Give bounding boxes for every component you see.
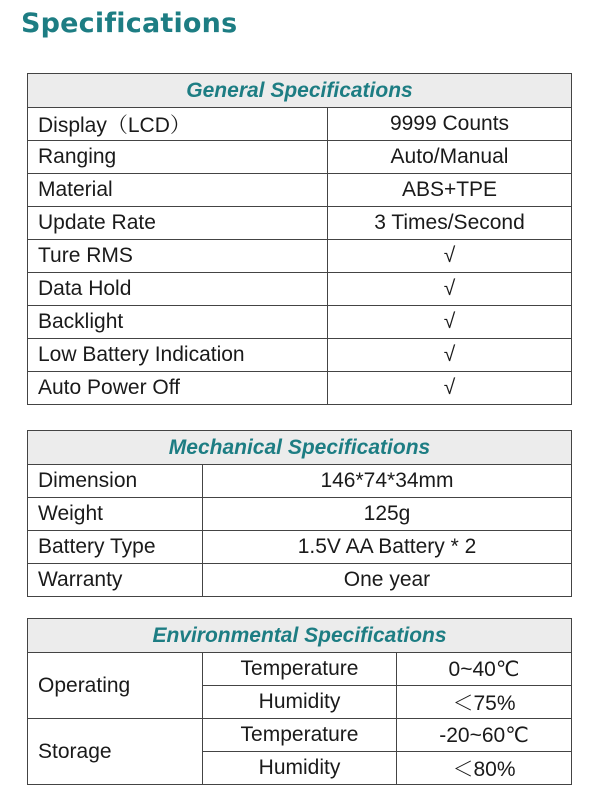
table-heading: Mechanical Specifications <box>28 431 572 465</box>
table-row <box>28 719 572 752</box>
parameter-label: Temperature <box>203 719 397 752</box>
spec-value: 125g <box>203 498 572 531</box>
check-mark-icon: √ <box>328 372 572 405</box>
spec-value: -20~60℃ <box>397 719 572 752</box>
check-mark-icon: √ <box>328 306 572 339</box>
spec-value: 0~40℃ <box>397 653 572 686</box>
spec-label: Low Battery Indication <box>28 339 328 372</box>
spec-value: 146*74*34mm <box>203 465 572 498</box>
table-row <box>28 465 572 498</box>
spec-label: Auto Power Off <box>28 372 328 405</box>
spec-value: 9999 Counts <box>328 108 572 141</box>
mechanical-specifications-table <box>27 430 572 597</box>
spec-label: Backlight <box>28 306 328 339</box>
general-specifications-table <box>27 73 572 405</box>
spec-label: Ture RMS <box>28 240 328 273</box>
table-row <box>28 240 572 273</box>
table-row <box>28 564 572 597</box>
spec-label: Material <box>28 174 328 207</box>
table-row <box>28 531 572 564</box>
table-heading: General Specifications <box>28 74 572 108</box>
spec-value: ABS+TPE <box>328 174 572 207</box>
spec-value: ＜75% <box>397 686 572 719</box>
table-row <box>28 273 572 306</box>
check-mark-icon: √ <box>328 240 572 273</box>
table-row <box>28 207 572 240</box>
table-row <box>28 653 572 686</box>
check-mark-icon: √ <box>328 273 572 306</box>
table-row <box>28 372 572 405</box>
parameter-label: Humidity <box>203 686 397 719</box>
spec-label: Display（LCD） <box>28 108 328 141</box>
parameter-label: Temperature <box>203 653 397 686</box>
spec-label: Battery Type <box>28 531 203 564</box>
table-row <box>28 498 572 531</box>
spec-value: 3 Times/Second <box>328 207 572 240</box>
table-row <box>28 306 572 339</box>
spec-label: Data Hold <box>28 273 328 306</box>
spec-label: Weight <box>28 498 203 531</box>
condition-label: Storage <box>28 719 203 785</box>
spec-value: Auto/Manual <box>328 141 572 174</box>
parameter-label: Humidity <box>203 752 397 785</box>
check-mark-icon: √ <box>328 339 572 372</box>
spec-label: Ranging <box>28 141 328 174</box>
spec-value: 1.5V AA Battery * 2 <box>203 531 572 564</box>
table-heading: Environmental Specifications <box>28 619 572 653</box>
condition-label: Operating <box>28 653 203 719</box>
table-row <box>28 174 572 207</box>
spec-label: Warranty <box>28 564 203 597</box>
table-row <box>28 141 572 174</box>
spec-label: Update Rate <box>28 207 328 240</box>
spec-value: One year <box>203 564 572 597</box>
table-row <box>28 339 572 372</box>
table-row <box>28 108 572 141</box>
page-title: Specifications <box>21 8 238 39</box>
spec-label: Dimension <box>28 465 203 498</box>
spec-value: ＜80% <box>397 752 572 785</box>
environmental-specifications-table <box>27 618 572 785</box>
